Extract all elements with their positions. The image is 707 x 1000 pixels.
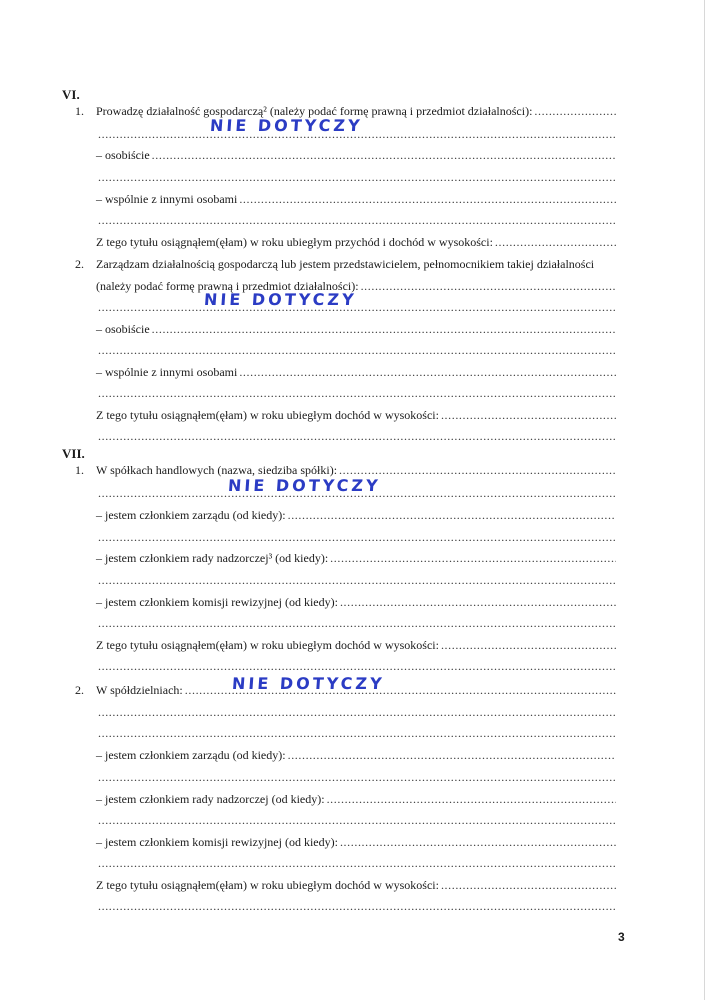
item-vii-1-label-line xyxy=(96,463,616,477)
fill-line xyxy=(98,726,616,740)
zarzad-label: – jestem członkiem zarządu (od kiedy): xyxy=(96,508,286,522)
fill-line xyxy=(98,659,616,673)
item-vii-2-rada-line xyxy=(96,792,616,806)
section-vi-heading: VI. xyxy=(62,87,80,102)
komisja-label: – jestem członkiem komisji rewizyjnej (od kiedy): xyxy=(96,835,338,849)
fill-line xyxy=(98,899,616,913)
fill-line xyxy=(152,322,616,336)
handwritten-answer-vii-1: NIE DOTYCZY xyxy=(227,476,382,495)
osobiscie-label: – osobiście xyxy=(96,322,150,336)
fill-line xyxy=(98,300,616,314)
fill-line xyxy=(327,792,616,806)
fill-line xyxy=(98,856,616,870)
dochod-label: Z tego tytułu osiągnąłem(ęłam) w roku ubiegłym dochód w wysokości: xyxy=(96,638,439,652)
item-vii-2-number: 2. xyxy=(75,683,84,697)
fill-line xyxy=(330,551,616,565)
page-number: 3 xyxy=(618,930,625,944)
fill-line xyxy=(361,279,616,293)
wspolnie-label: – wspólnie z innymi osobami xyxy=(96,192,238,206)
blank-line xyxy=(96,429,616,443)
handwritten-answer-vi-1: NIE DOTYCZY xyxy=(209,116,364,135)
blank-line xyxy=(96,899,616,913)
item-vi-1-label: Prowadzę działalność gospodarczą² (należy podać formę prawną i przedmiot działalności): xyxy=(96,104,533,118)
dochod-label: Z tego tytułu osiągnąłem(ęłam) w roku ubiegłym przychód i dochód w wysokości: xyxy=(96,235,493,249)
item-vii-2-label: W spółdzielniach: xyxy=(96,683,183,697)
item-vi-1-dochod-line xyxy=(96,235,616,249)
fill-line xyxy=(534,104,616,118)
blank-line xyxy=(96,705,616,719)
item-vi-2-osobiscie-line xyxy=(96,322,616,336)
fill-line xyxy=(98,573,616,587)
item-vii-1-zarzad-line xyxy=(96,508,616,522)
fill-line xyxy=(495,235,616,249)
fill-line xyxy=(98,343,616,357)
blank-line xyxy=(96,856,616,870)
item-vi-2-label-line xyxy=(96,257,616,271)
fill-line xyxy=(98,429,616,443)
blank-line xyxy=(96,213,616,227)
fill-line xyxy=(98,170,616,184)
fill-line xyxy=(288,508,616,522)
rada-label: – jestem członkiem rady nadzorczej³ (od kiedy): xyxy=(96,551,329,565)
blank-line xyxy=(96,770,616,784)
section-vii-heading: VII. xyxy=(62,446,85,461)
blank-line xyxy=(96,386,616,400)
item-vii-2-komisja-line xyxy=(96,835,616,849)
blank-line xyxy=(96,343,616,357)
item-vii-1-dochod-line xyxy=(96,638,616,652)
fill-line xyxy=(98,213,616,227)
blank-line xyxy=(96,813,616,827)
blank-line xyxy=(96,170,616,184)
fill-line xyxy=(239,365,616,379)
wspolnie-label: – wspólnie z innymi osobami xyxy=(96,365,238,379)
item-vii-2-zarzad-line xyxy=(96,748,616,762)
fill-line xyxy=(98,616,616,630)
fill-line xyxy=(441,408,616,422)
rada-label: – jestem członkiem rady nadzorczej (od kiedy): xyxy=(96,792,325,806)
dochod-label: Z tego tytułu osiągnąłem(ęłam) w roku ubiegłym dochód w wysokości: xyxy=(96,408,439,422)
handwritten-answer-vi-2: NIE DOTYCZY xyxy=(203,290,358,309)
item-vii-1-label: W spółkach handlowych (nazwa, siedziba spółki): xyxy=(96,463,338,477)
item-vii-1-rada-line xyxy=(96,551,616,565)
fill-line xyxy=(441,638,616,652)
item-vi-1-osobiscie-line xyxy=(96,148,616,162)
osobiscie-label: – osobiście xyxy=(96,148,150,162)
fill-line xyxy=(98,386,616,400)
fill-line xyxy=(152,148,616,162)
item-vi-1-number: 1. xyxy=(75,104,84,118)
blank-line xyxy=(96,530,616,544)
item-vi-2-label: Zarządzam działalnością gospodarczą lub jestem przedstawicielem, pełnomocnikiem takiej działalności xyxy=(96,257,595,271)
blank-line xyxy=(96,616,616,630)
blank-line xyxy=(96,726,616,740)
fill-line xyxy=(340,595,616,609)
fill-line xyxy=(239,192,616,206)
item-vii-1-komisja-line xyxy=(96,595,616,609)
item-vi-2-wspolnie-line xyxy=(96,365,616,379)
fill-line xyxy=(98,530,616,544)
item-vii-2-dochod-line xyxy=(96,878,616,892)
fill-line xyxy=(98,705,616,719)
item-vi-2-label2: (należy podać formę prawną i przedmiot działalności): xyxy=(96,279,359,293)
fill-line xyxy=(339,463,616,477)
item-vi-2-dochod-line xyxy=(96,408,616,422)
handwritten-answer-vii-2: NIE DOTYCZY xyxy=(231,674,386,693)
page-edge-shadow xyxy=(704,0,705,1000)
fill-line xyxy=(288,748,616,762)
blank-line xyxy=(96,659,616,673)
fill-line xyxy=(98,770,616,784)
dochod-label: Z tego tytułu osiągnąłem(ęłam) w roku ubiegłym dochód w wysokości: xyxy=(96,878,439,892)
blank-line xyxy=(96,573,616,587)
fill-line xyxy=(98,813,616,827)
item-vi-1-wspolnie-line xyxy=(96,192,616,206)
zarzad-label: – jestem członkiem zarządu (od kiedy): xyxy=(96,748,286,762)
item-vii-1-number: 1. xyxy=(75,463,84,477)
komisja-label: – jestem członkiem komisji rewizyjnej (od kiedy): xyxy=(96,595,338,609)
fill-line xyxy=(340,835,616,849)
item-vi-2-number: 2. xyxy=(75,257,84,271)
fill-line xyxy=(441,878,616,892)
